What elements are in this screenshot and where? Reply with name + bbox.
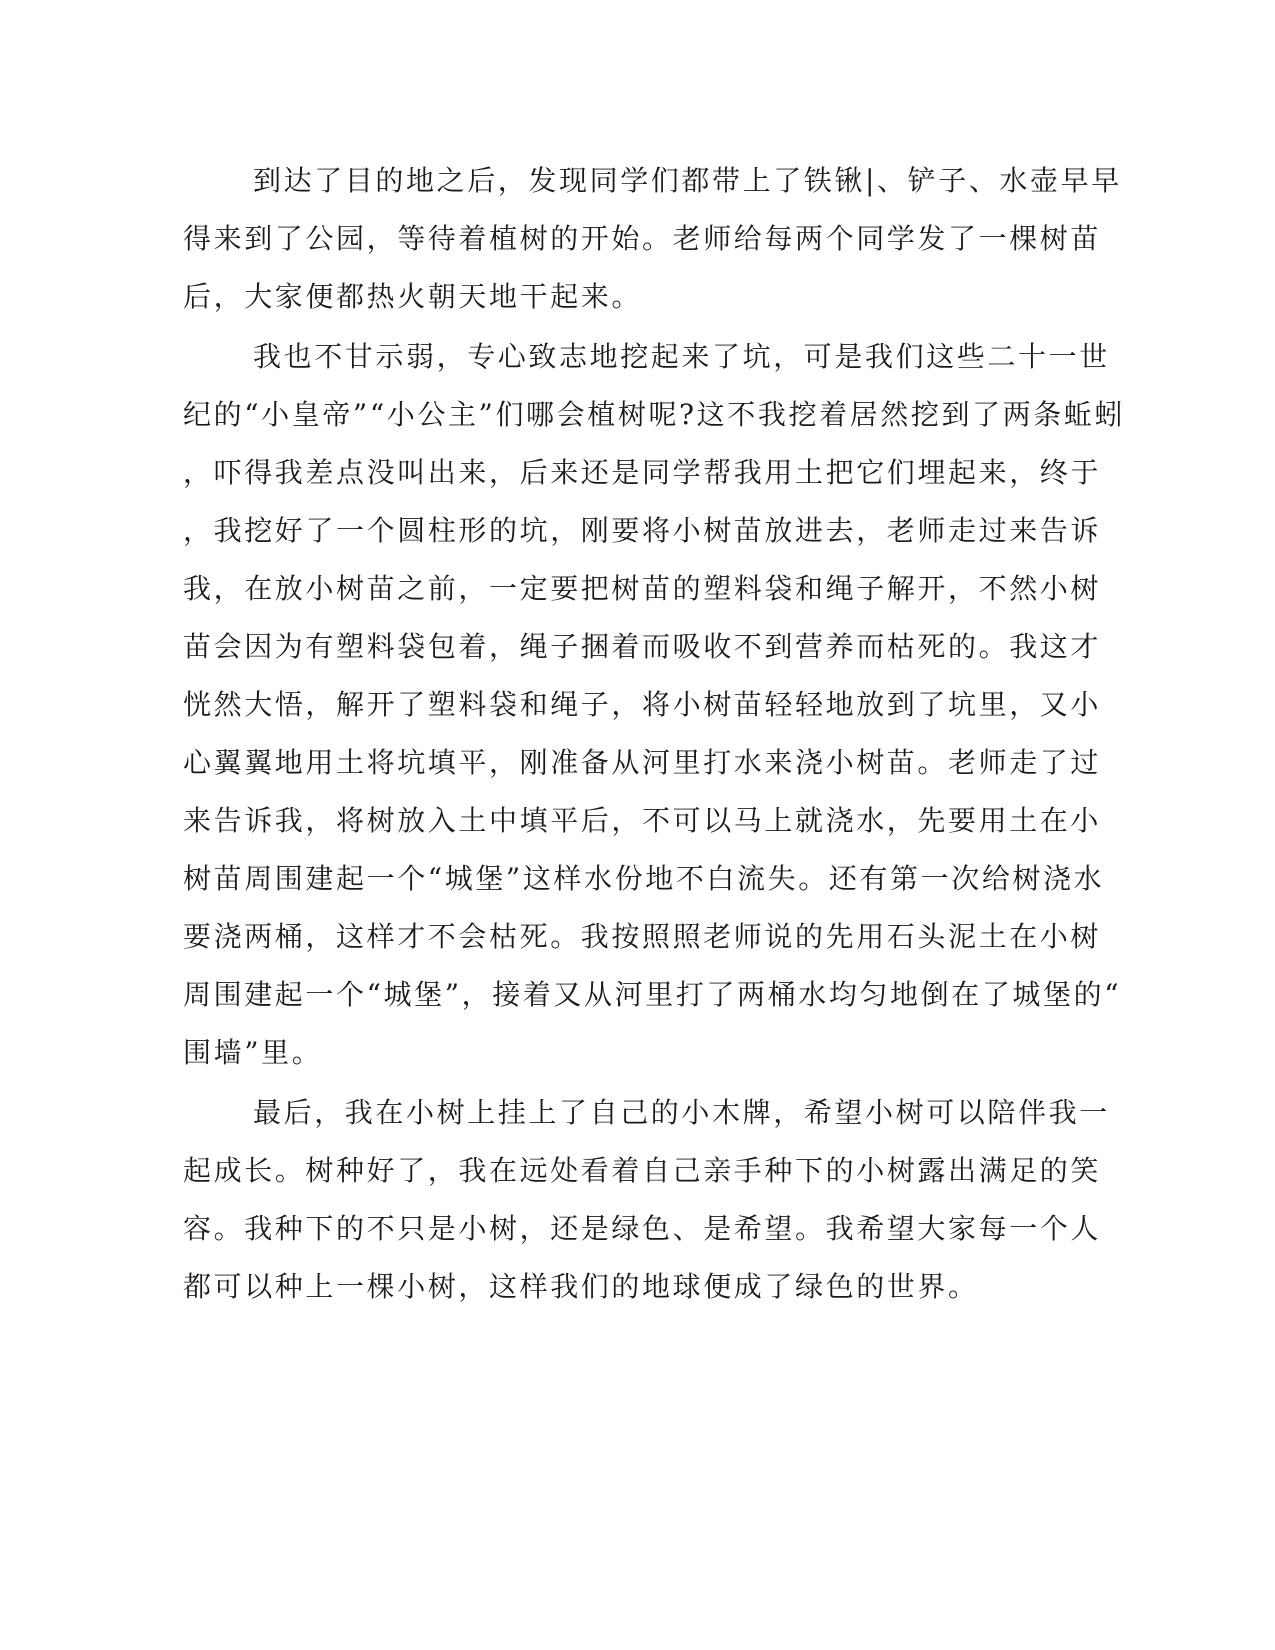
text-line: 最后，我在小树上挂上了自己的小木牌，希望小树可以陪伴我一 — [253, 1096, 1110, 1129]
text-line: 都可以种上一棵小树，这样我们的地球便成了绿色的世界。 — [183, 1270, 979, 1303]
text-line: 到达了目的地之后，发现同学们都带上了铁锹|、铲子、水壶早早 — [253, 164, 1122, 197]
text-line: 得来到了公园，等待着植树的开始。老师给每两个同学发了一棵树苗 — [183, 222, 1102, 255]
text-line: 后，大家便都热火朝天地干起来。 — [183, 280, 643, 313]
document-body — [183, 152, 1126, 1316]
text-line: 围墙”里。 — [183, 1036, 323, 1069]
text-line: 恍然大悟，解开了塑料袋和绳子，将小树苗轻轻地放到了坑里，又小 — [183, 688, 1102, 721]
text-line: 心翼翼地用土将坑填平，刚准备从河里打水来浇小树苗。老师走了过 — [183, 746, 1102, 779]
text-line: 树苗周围建起一个“城堡”这样水份地不白流失。还有第一次给树浇水 — [183, 862, 1105, 895]
text-line: 我也不甘示弱，专心致志地挖起来了坑，可是我们这些二十一世 — [253, 340, 1110, 373]
paragraph-conclusion — [183, 1084, 1110, 1316]
text-line: 来告诉我，将树放入土中填平后，不可以马上就浇水，先要用土在小 — [183, 804, 1102, 837]
text-line: 起成长。树种好了，我在远处看着自己亲手种下的小树露出满足的笑 — [183, 1154, 1102, 1187]
text-line: 容。我种下的不只是小树，还是绿色、是希望。我希望大家每一个人 — [183, 1212, 1102, 1245]
text-line: ，吓得我差点没叫出来，后来还是同学帮我用土把它们埋起来，终于 — [183, 456, 1102, 489]
text-line: ，我挖好了一个圆柱形的坑，刚要将小树苗放进去，老师走过来告诉 — [183, 514, 1102, 547]
text-line: 纪的“小皇帝”“小公主”们哪会植树呢?这不我挖着居然挖到了两条蚯蚓 — [183, 398, 1126, 431]
text-line: 苗会因为有塑料袋包着，绳子捆着而吸收不到营养而枯死的。我这才 — [183, 630, 1102, 663]
text-line: 周围建起一个“城堡”，接着又从河里打了两桶水均匀地倒在了城堡的“ — [183, 978, 1122, 1011]
text-line: 我，在放小树苗之前，一定要把树苗的塑料袋和绳子解开，不然小树 — [183, 572, 1102, 605]
paragraph-planting — [183, 328, 1126, 1082]
paragraph-arrival — [183, 152, 1122, 326]
text-line: 要浇两桶，这样才不会枯死。我按照照老师说的先用石头泥土在小树 — [183, 920, 1102, 953]
